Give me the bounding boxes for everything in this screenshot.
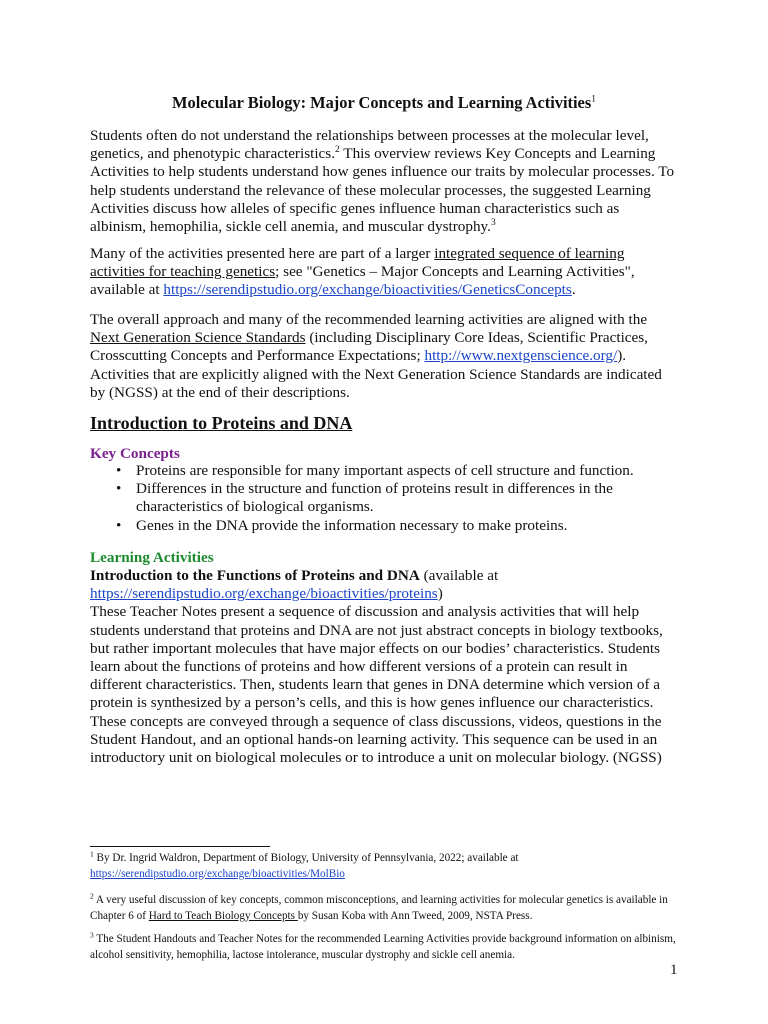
- molbio-link[interactable]: https://serendipstudio.org/exchange/bioactivities/MolBio: [90, 867, 345, 880]
- footnote-3-text: The Student Handouts and Teacher Notes for the recommended Learning Activities provide background information on albinism, alcohol sensitivity, hemophilia, lactose intolerance, muscular dystrophy and sickle cell anemia.: [90, 933, 676, 961]
- ngss-link[interactable]: Next Generation Science Standards: [90, 329, 306, 347]
- intro-p1-text-a: Students often do not understand the relationships between processes at the molecular level, genetics, and phenotypic characteristics.: [90, 127, 649, 163]
- footnote-1: [90, 851, 690, 882]
- footnote-3: [90, 932, 690, 963]
- activity-paragraph: [90, 567, 678, 767]
- book-title: Hard to Teach Biology Concepts: [148, 909, 298, 922]
- intro-p3-text-c: ). Activities that are explicitly aligned with the Next Generation Science Standards are indicated by (NGSS) at the end of their descriptions.: [90, 347, 662, 401]
- intro-p2-text-b: ; see "Genetics – Major Concepts and Learning Activities", available at: [90, 263, 635, 299]
- footnote-2-text-a: A very useful discussion of key concepts, common misconceptions, and learning activities for molecular genetics is available in Chapter 6 of: [90, 894, 668, 922]
- footnote-2: [90, 893, 690, 924]
- key-concepts-list: [90, 462, 678, 535]
- key-concepts-heading: Key Concepts: [90, 445, 180, 462]
- list-item: • Differences in the structure and function of proteins result in differences in the characteristics of biological organisms.: [90, 480, 678, 516]
- intro-p2-text-c: .: [571, 281, 576, 299]
- activity-title: Introduction to the Functions of Proteins and DNA: [90, 567, 420, 584]
- activity-avail-text: (available at: [419, 567, 499, 584]
- footnote-1-text: By Dr. Ingrid Waldron, Department of Biology, University of Pennsylvania, 2022; available at: [93, 852, 519, 864]
- title-footnote-ref[interactable]: 1: [591, 94, 596, 105]
- list-item: • Genes in the DNA provide the information necessary to make proteins.: [90, 517, 678, 535]
- intro-paragraph-1: [90, 127, 678, 236]
- footnote-number: 2: [90, 891, 94, 901]
- title-text: Molecular Biology: Major Concepts and Learning Activities: [172, 93, 592, 112]
- footnote-number: 1: [90, 849, 94, 859]
- page-number: 1: [670, 962, 678, 978]
- footnote-ref-2[interactable]: 2: [335, 145, 340, 156]
- intro-p3-text-b: (including Disciplinary Core Ideas, Scientific Practices, Crosscutting Concepts and Performance Expectations;: [90, 329, 648, 365]
- footnote-divider: [90, 846, 270, 847]
- footnote-ref-3[interactable]: 3: [490, 217, 496, 228]
- section-heading: Introduction to Proteins and DNA: [90, 413, 353, 433]
- list-item: • Proteins are responsible for many important aspects of cell structure and function.: [90, 462, 678, 480]
- learning-activities-heading: Learning Activities: [90, 549, 214, 566]
- intro-p1-text-b: This overview reviews Key Concepts and Learning Activities to help students understand how genes influence our traits by molecular processes. To help students understand the relevance of these molecular processes, the suggested Learning Activities discuss how alleles of specific genes influence human characteristics such as albinism, hemophilia, sickle cell anemia, and muscular dystrophy.: [90, 145, 675, 236]
- footnote-2-text-b: by Susan Koba with Ann Tweed, 2009, NSTA Press.: [297, 909, 533, 922]
- integrated-sequence-link[interactable]: integrated sequence of learning activities for teaching genetics: [90, 245, 625, 281]
- activity-close-paren: ): [437, 585, 443, 603]
- intro-p2-text-a: Many of the activities presented here are part of a larger: [90, 245, 435, 262]
- proteins-link[interactable]: https://serendipstudio.org/exchange/bioactivities/proteins: [90, 585, 438, 603]
- nextgenscience-link[interactable]: http://www.nextgenscience.org/: [424, 347, 618, 365]
- genetics-concepts-link[interactable]: https://serendipstudio.org/exchange/bioactivities/GeneticsConcepts: [163, 281, 572, 299]
- intro-p3-text-a: The overall approach and many of the recommended learning activities are aligned with the: [90, 311, 648, 328]
- document-title: [90, 93, 678, 113]
- activity-description: These Teacher Notes present a sequence of discussion and analysis activities that will help students understand that proteins and DNA are not just abstract concepts in biology textbooks, but rather important molecules that have major effects on our bodies’ characteristics. Students learn about the functions of proteins and how different versions of a protein can result in different characteristics. Then, students learn that genes in DNA determine which version of a protein is synthesized by a person’s cells, and this is how genes influence our characteristics. These concepts are conveyed through a sequence of class discussions, videos, questions in the Student Handout, and an optional hands-on learning activity. This sequence can be used in an introductory unit on biological molecules or to introduce a unit on molecular biology. (NGSS): [90, 603, 663, 767]
- intro-paragraph-2: [90, 245, 678, 300]
- footnote-number: 3: [90, 930, 94, 940]
- intro-paragraph-3: [90, 311, 678, 402]
